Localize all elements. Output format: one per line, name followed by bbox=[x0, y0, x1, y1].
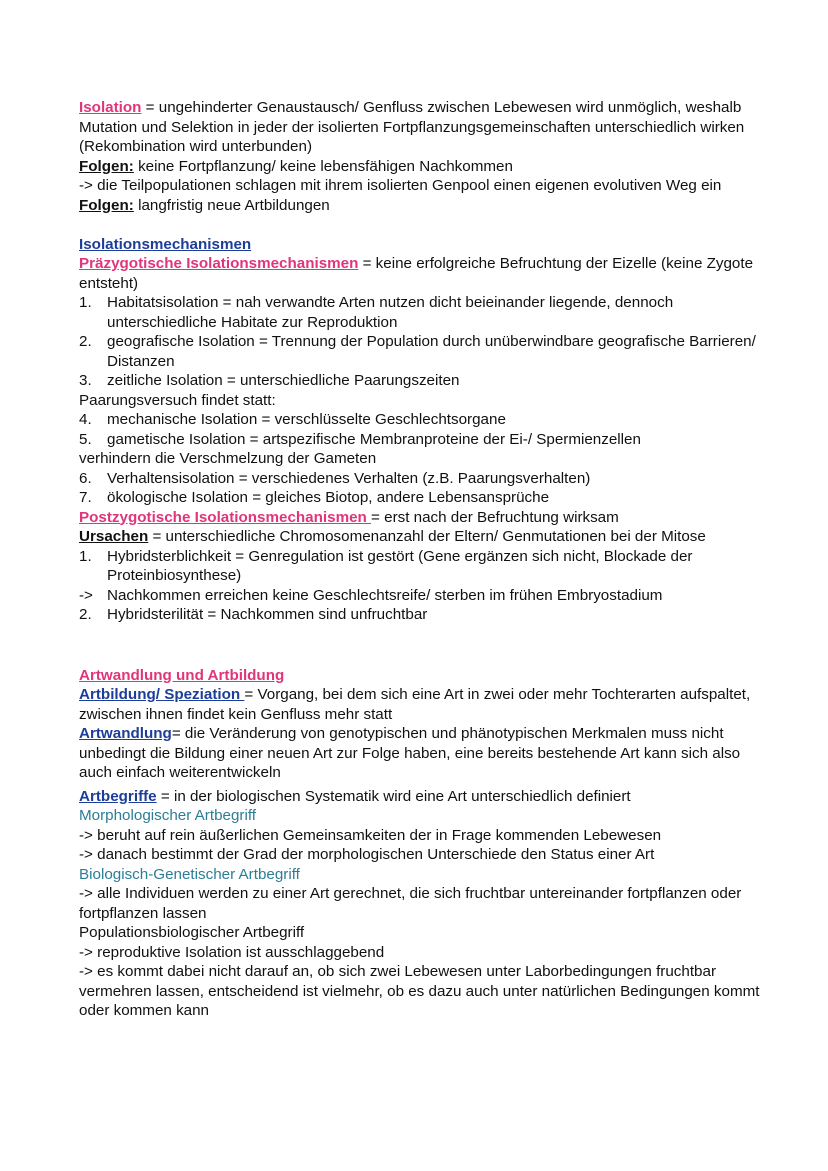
population-title: Populationsbiologischer Artbegriff bbox=[79, 924, 305, 941]
postzygotic-def-text: = erst nach der Befruchtung wirksam bbox=[371, 508, 619, 526]
list-number: 3. bbox=[79, 372, 92, 389]
list-item bbox=[79, 430, 769, 450]
morphological-line-1: -> beruht auf rein äußerlichen Gemeinsamkeiten der in Frage kommenden Lebewesen bbox=[79, 826, 662, 844]
list-text: ökologische Isolation = gleiches Biotop, andere Lebensansprüche bbox=[107, 489, 550, 506]
pairing-note: Paarungsversuch findet statt: bbox=[79, 391, 276, 409]
speziation-term: Artbildung/ Speziation bbox=[79, 686, 245, 703]
folgen-text-2: langfristig neue Artbildungen bbox=[133, 196, 330, 214]
ursachen-text: = unterschiedliche Chromosomenanzahl der Eltern/ Genmutationen bei der Mitose bbox=[148, 528, 706, 545]
list-item-continuation: verhindern die Verschmelzung der Gameten bbox=[79, 450, 377, 467]
speziation-definition bbox=[79, 685, 769, 724]
list-text: gametische Isolation = artspezifische Membranproteine der Ei-/ Spermienzellen bbox=[107, 430, 641, 448]
list-text: zeitliche Isolation = unterschiedliche Paarungszeiten bbox=[107, 372, 460, 389]
artwandlung-def-text: = die Veränderung von genotypischen und phänotypischen Merkmalen muss nicht unbedingt die Bildung einer neuen Art zur Folge haben, eine bereits bestehende Art kann sich also auch einfach weiterentwickeln bbox=[79, 725, 741, 781]
list-item bbox=[79, 293, 769, 332]
artbegriffe-definition bbox=[79, 787, 769, 807]
folgen-label-1: Folgen: bbox=[79, 157, 134, 175]
list-item bbox=[79, 371, 769, 391]
list-text: mechanische Isolation = verschlüsselte Geschlechtsorgane bbox=[107, 411, 506, 428]
list-item bbox=[79, 488, 769, 508]
artwandlung-term: Artwandlung bbox=[79, 725, 172, 742]
artbegriffe-term: Artbegriffe bbox=[79, 787, 157, 805]
list-number: 1. bbox=[79, 294, 92, 311]
teilpopulationen-line: -> die Teilpopulationen schlagen mit ihrem isolierten Genpool einen eigenen evolutiven Weg ein bbox=[79, 177, 722, 194]
list-text: geografische Isolation = Trennung der Population durch unüberwindbare geografische Barrieren/ Distanzen bbox=[107, 333, 756, 370]
list-text: Nachkommen erreichen keine Geschlechtsreife/ sterben im frühen Embryostadium bbox=[107, 586, 663, 604]
list-number: 1. bbox=[79, 547, 92, 565]
list-item bbox=[79, 586, 769, 606]
prezygotic-def-text: = keine erfolgreiche Befruchtung der Eizelle (keine Zygote entsteht) bbox=[79, 255, 754, 292]
mechanisms-heading bbox=[79, 235, 769, 255]
list-number: 2. bbox=[79, 333, 92, 350]
list-item bbox=[79, 410, 769, 430]
folgen-label-2: Folgen: bbox=[79, 196, 134, 214]
mechanisms-heading-text: Isolationsmechanismen bbox=[79, 235, 252, 253]
isolation-definition bbox=[79, 98, 769, 157]
list-item bbox=[79, 547, 769, 586]
speziation-def-text: = Vorgang, bei dem sich eine Art in zwei oder mehr Tochterarten aufspaltet, zwischen ihnen findet kein Genfluss mehr statt bbox=[79, 686, 751, 723]
list-text: Verhaltensisolation = verschiedenes Verhalten (z.B. Paarungsverhalten) bbox=[107, 469, 591, 487]
morphological-line-2: -> danach bestimmt der Grad der morphologischen Unterschiede den Status einer Art bbox=[79, 846, 655, 863]
list-number: 6. bbox=[79, 469, 92, 487]
population-line-1: -> reproduktive Isolation ist ausschlaggebend bbox=[79, 943, 385, 961]
artbildung-heading-text: Artwandlung und Artbildung bbox=[79, 666, 285, 684]
list-number: 7. bbox=[79, 489, 92, 506]
folgen-line-1 bbox=[79, 157, 769, 177]
list-item bbox=[79, 605, 769, 625]
list-number: 4. bbox=[79, 411, 92, 428]
biological-title: Biologisch-Genetischer Artbegriff bbox=[79, 865, 300, 883]
list-arrow: -> bbox=[79, 586, 93, 604]
folgen-line-2 bbox=[79, 196, 769, 216]
isolation-term: Isolation bbox=[79, 99, 142, 116]
prezygotic-definition bbox=[79, 254, 769, 293]
postzygotic-definition bbox=[79, 508, 769, 528]
artbegriffe-def-text: = in der biologischen Systematik wird eine Art unterschiedlich definiert bbox=[156, 787, 631, 805]
list-number: 5. bbox=[79, 430, 92, 448]
postzygotic-term: Postzygotische Isolationsmechanismen bbox=[79, 508, 372, 526]
artbildung-heading bbox=[79, 666, 769, 686]
ursachen-line bbox=[79, 527, 769, 547]
list-text: Hybridsterblichkeit = Genregulation ist gestört (Gene ergänzen sich nicht, Blockade der Proteinbiosynthese) bbox=[107, 547, 693, 584]
list-text: Habitatsisolation = nah verwandte Arten nutzen dicht beieinander liegende, dennoch unterschiedliche Habitate zur Reproduktion bbox=[107, 294, 674, 331]
morphological-title: Morphologischer Artbegriff bbox=[79, 807, 256, 824]
list-text: Hybridsterilität = Nachkommen sind unfruchtbar bbox=[107, 606, 428, 623]
prezygotic-term: Präzygotische Isolationsmechanismen bbox=[79, 255, 359, 272]
list-item bbox=[79, 332, 769, 371]
list-number: 2. bbox=[79, 606, 92, 623]
list-item bbox=[79, 469, 769, 489]
population-line-2: -> es kommt dabei nicht darauf an, ob sich zwei Lebewesen unter Laborbedingungen fruchtbar vermehren lassen, entscheidend ist vielmehr, ob es dazu auch unter natürlichen Bedingungen kommt oder kommen kann bbox=[79, 963, 760, 1019]
artwandlung-definition bbox=[79, 724, 769, 783]
isolation-definition-text: = ungehinderter Genaustausch/ Genfluss zwischen Lebewesen wird unmöglich, weshalb Mutation und Selektion in jeder der isolierten Fortpflanzungsgemeinschaften unterschiedlich wirken (Rekombination wird unterbunden) bbox=[79, 99, 745, 155]
document-body bbox=[79, 98, 769, 1021]
folgen-text-1: keine Fortpflanzung/ keine lebensfähigen Nachkommen bbox=[133, 157, 513, 175]
biological-line-1: -> alle Individuen werden zu einer Art gerechnet, die sich fruchtbar untereinander fortpflanzen oder fortpflanzen lassen bbox=[79, 885, 742, 922]
ursachen-label: Ursachen bbox=[79, 528, 149, 545]
